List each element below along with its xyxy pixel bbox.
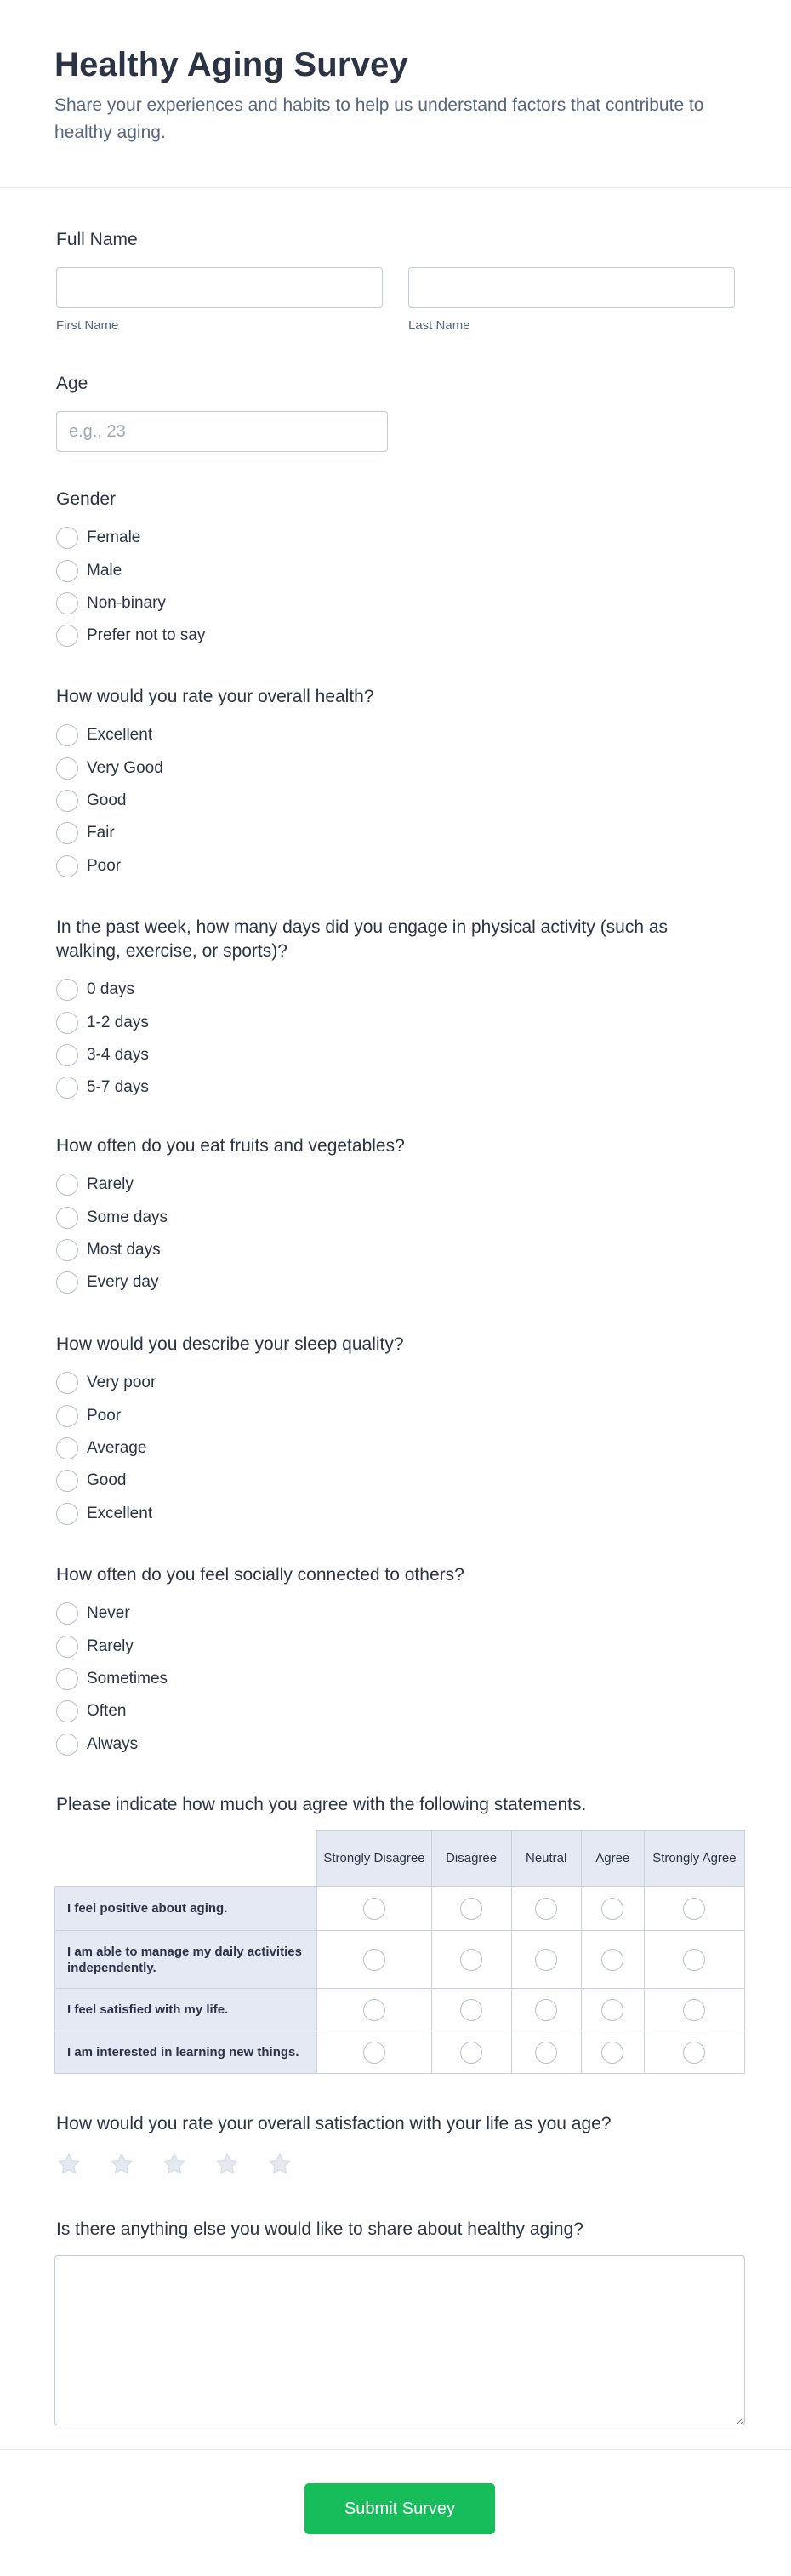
activity-option[interactable] bbox=[56, 1006, 689, 1038]
matrix-cell bbox=[431, 1931, 511, 1989]
matrix-column-header: Strongly Disagree bbox=[317, 1831, 431, 1887]
fruits-option[interactable] bbox=[56, 1201, 735, 1233]
gender-field bbox=[56, 488, 735, 653]
social-field bbox=[56, 1563, 735, 1761]
comments-label: Is there anything else you would like to share about healthy aging? bbox=[56, 2219, 583, 2239]
matrix-cell bbox=[511, 1989, 581, 2031]
radio-button[interactable] bbox=[56, 527, 78, 549]
last-name-sublabel: Last Name bbox=[408, 318, 470, 333]
social-option[interactable] bbox=[56, 1630, 735, 1662]
matrix-radio-button[interactable] bbox=[363, 1999, 385, 2021]
matrix-radio-button[interactable] bbox=[535, 1949, 557, 1971]
star-icon[interactable] bbox=[162, 2151, 187, 2177]
activity-option[interactable] bbox=[56, 974, 689, 1006]
comments-field bbox=[54, 2218, 735, 2430]
radio-option-label: Very Good bbox=[87, 758, 163, 777]
radio-option-label: Fair bbox=[87, 824, 115, 842]
sleep-options bbox=[56, 1367, 735, 1530]
matrix-column-header: Disagree bbox=[431, 1831, 511, 1887]
matrix-column-header: Strongly Agree bbox=[644, 1831, 744, 1887]
matrix-radio-button[interactable] bbox=[683, 2042, 705, 2064]
matrix-cell bbox=[511, 1887, 581, 1931]
matrix-cell bbox=[317, 1931, 431, 1989]
matrix-radio-button[interactable] bbox=[535, 2042, 557, 2064]
submit-button[interactable]: Submit Survey bbox=[304, 2483, 495, 2534]
radio-button[interactable] bbox=[56, 1044, 78, 1066]
sleep-option[interactable] bbox=[56, 1465, 735, 1497]
matrix-cell bbox=[581, 2031, 644, 2074]
sleep-field bbox=[56, 1333, 735, 1530]
radio-option-label: Excellent bbox=[87, 1504, 153, 1522]
sleep-option[interactable] bbox=[56, 1432, 735, 1465]
radio-button[interactable] bbox=[56, 1012, 78, 1034]
radio-option-label: Female bbox=[87, 528, 141, 547]
form-footer bbox=[0, 2449, 791, 2576]
radio-button[interactable] bbox=[56, 979, 78, 1001]
radio-option-label: Average bbox=[87, 1438, 147, 1457]
rating-label: How would you rate your overall satisfaction with your life as you age? bbox=[56, 2114, 612, 2133]
radio-option-label: Every day bbox=[87, 1273, 159, 1292]
matrix-row bbox=[55, 1989, 745, 2031]
matrix-cell bbox=[581, 1931, 644, 1989]
activity-option[interactable] bbox=[56, 1071, 689, 1104]
health-option[interactable] bbox=[56, 817, 735, 849]
health-option[interactable] bbox=[56, 751, 735, 784]
matrix-cell bbox=[644, 1887, 744, 1931]
health-options bbox=[56, 719, 735, 882]
sleep-label: How would you describe your sleep quality? bbox=[56, 1334, 404, 1354]
fruits-option[interactable] bbox=[56, 1168, 735, 1201]
radio-button[interactable] bbox=[56, 1239, 78, 1261]
radio-button[interactable] bbox=[56, 1174, 78, 1196]
radio-option-label: Excellent bbox=[87, 726, 153, 745]
fruits-option[interactable] bbox=[56, 1234, 735, 1266]
gender-options bbox=[56, 522, 735, 653]
gender-option[interactable] bbox=[56, 522, 735, 554]
social-option[interactable] bbox=[56, 1597, 735, 1630]
gender-option[interactable] bbox=[56, 587, 735, 620]
matrix-cell bbox=[317, 1887, 431, 1931]
radio-button[interactable] bbox=[56, 790, 78, 812]
matrix-cell bbox=[317, 2031, 431, 2074]
matrix-radio-button[interactable] bbox=[460, 1949, 482, 1971]
matrix-cell bbox=[644, 2031, 744, 2074]
matrix-cell bbox=[431, 1989, 511, 2031]
health-option[interactable] bbox=[56, 850, 735, 882]
activity-option[interactable] bbox=[56, 1039, 689, 1071]
first-name-input[interactable] bbox=[56, 267, 383, 308]
matrix-radio-button[interactable] bbox=[601, 2042, 623, 2064]
star-icon[interactable] bbox=[267, 2151, 293, 2177]
social-options bbox=[56, 1597, 735, 1761]
health-label: How would you rate your overall health? bbox=[56, 687, 374, 706]
matrix-radio-button[interactable] bbox=[683, 1999, 705, 2021]
radio-option-label: Poor bbox=[87, 856, 122, 875]
matrix-corner bbox=[55, 1831, 317, 1887]
radio-option-label: Rarely bbox=[87, 1175, 134, 1194]
radio-option-label: Often bbox=[87, 1702, 127, 1721]
matrix-radio-button[interactable] bbox=[601, 1949, 623, 1971]
radio-option-label: Male bbox=[87, 561, 122, 580]
social-option[interactable] bbox=[56, 1695, 735, 1728]
radio-option-label: Prefer not to say bbox=[87, 626, 206, 645]
radio-option-label: Most days bbox=[87, 1240, 161, 1259]
matrix-row-label: I am able to manage my daily activities independently. bbox=[55, 1931, 317, 1989]
matrix-row bbox=[55, 1887, 745, 1931]
sleep-option[interactable] bbox=[56, 1367, 735, 1399]
matrix-radio-button[interactable] bbox=[460, 1898, 482, 1920]
matrix-column-header: Agree bbox=[581, 1831, 644, 1887]
sleep-option[interactable] bbox=[56, 1399, 735, 1431]
health-option[interactable] bbox=[56, 785, 735, 817]
fruits-field bbox=[56, 1134, 735, 1299]
radio-button[interactable] bbox=[56, 1207, 78, 1229]
radio-option-label: 5-7 days bbox=[87, 1078, 149, 1097]
matrix-column-header: Neutral bbox=[511, 1831, 581, 1887]
age-input[interactable] bbox=[56, 411, 388, 452]
radio-button[interactable] bbox=[56, 625, 78, 647]
matrix-radio-button[interactable] bbox=[363, 2042, 385, 2064]
form-title: Healthy Aging Survey bbox=[54, 46, 408, 83]
radio-option-label: 3-4 days bbox=[87, 1045, 149, 1064]
radio-option-label: Non-binary bbox=[87, 593, 166, 612]
radio-option-label: Some days bbox=[87, 1208, 168, 1226]
radio-button[interactable] bbox=[56, 1077, 78, 1099]
health-field bbox=[56, 685, 735, 882]
radio-option-label: Good bbox=[87, 1471, 127, 1490]
radio-option-label: Always bbox=[87, 1734, 139, 1753]
fruits-option[interactable] bbox=[56, 1266, 735, 1299]
matrix-radio-button[interactable] bbox=[460, 1999, 482, 2021]
social-label: How often do you feel socially connected to others? bbox=[56, 1565, 464, 1585]
radio-option-label: Rarely bbox=[87, 1636, 134, 1655]
matrix-cell bbox=[644, 1931, 744, 1989]
matrix-cell bbox=[511, 1931, 581, 1989]
radio-option-label: Poor bbox=[87, 1406, 122, 1425]
matrix-radio-button[interactable] bbox=[363, 1949, 385, 1971]
matrix-cell bbox=[431, 2031, 511, 2074]
radio-button[interactable] bbox=[56, 1602, 78, 1625]
sleep-option[interactable] bbox=[56, 1498, 735, 1530]
radio-button[interactable] bbox=[56, 757, 78, 780]
matrix-row-label: I feel satisfied with my life. bbox=[55, 1989, 317, 2031]
radio-button[interactable] bbox=[56, 1372, 78, 1394]
activity-field bbox=[56, 916, 689, 1105]
radio-option-label: Very poor bbox=[87, 1374, 156, 1392]
radio-button[interactable] bbox=[56, 1405, 78, 1427]
radio-button[interactable] bbox=[56, 855, 78, 877]
matrix-cell bbox=[511, 2031, 581, 2074]
radio-option-label: Never bbox=[87, 1604, 130, 1623]
social-option[interactable] bbox=[56, 1728, 735, 1761]
matrix-radio-button[interactable] bbox=[601, 1999, 623, 2021]
matrix-cell bbox=[581, 1887, 644, 1931]
matrix-radio-button[interactable] bbox=[683, 1898, 705, 1920]
radio-option-label: 1-2 days bbox=[87, 1013, 149, 1031]
health-option[interactable] bbox=[56, 719, 735, 751]
activity-options bbox=[56, 974, 689, 1105]
matrix-cell bbox=[644, 1989, 744, 2031]
rating-field bbox=[56, 2112, 735, 2177]
fruits-options bbox=[56, 1168, 735, 1299]
radio-button[interactable] bbox=[56, 1700, 78, 1722]
full-name-label: Full Name bbox=[56, 230, 138, 249]
radio-button[interactable] bbox=[56, 1503, 78, 1525]
matrix-radio-button[interactable] bbox=[535, 1999, 557, 2021]
matrix-radio-button[interactable] bbox=[535, 1898, 557, 1920]
star-rating bbox=[56, 2151, 735, 2177]
form-header bbox=[0, 0, 791, 188]
activity-label: In the past week, how many days did you engage in physical activity (such as walking, exercise, or sports)? bbox=[56, 917, 669, 961]
radio-button[interactable] bbox=[56, 822, 78, 844]
matrix-radio-button[interactable] bbox=[601, 1898, 623, 1920]
fruits-label: How often do you eat fruits and vegetables? bbox=[56, 1136, 405, 1156]
radio-option-label: Sometimes bbox=[87, 1669, 168, 1688]
radio-button[interactable] bbox=[56, 1668, 78, 1690]
radio-button[interactable] bbox=[56, 1470, 78, 1492]
gender-option[interactable] bbox=[56, 554, 735, 586]
comments-textarea[interactable] bbox=[54, 2255, 745, 2425]
radio-button[interactable] bbox=[56, 1734, 78, 1756]
matrix-row-label: I feel positive about aging. bbox=[55, 1887, 317, 1931]
radio-button[interactable] bbox=[56, 1271, 78, 1294]
radio-option-label: 0 days bbox=[87, 980, 134, 999]
last-name-input[interactable] bbox=[408, 267, 735, 308]
star-icon[interactable] bbox=[56, 2151, 82, 2177]
gender-option[interactable] bbox=[56, 620, 735, 652]
matrix-radio-button[interactable] bbox=[683, 1949, 705, 1971]
age-field bbox=[56, 372, 735, 452]
matrix-cell bbox=[581, 1989, 644, 2031]
age-label: Age bbox=[56, 374, 88, 393]
matrix-row bbox=[55, 2031, 745, 2074]
matrix-radio-button[interactable] bbox=[460, 2042, 482, 2064]
first-name-sublabel: First Name bbox=[56, 318, 119, 333]
matrix-label: Please indicate how much you agree with the following statements. bbox=[56, 1795, 587, 1814]
matrix-cell bbox=[317, 1989, 431, 2031]
full-name-field bbox=[56, 228, 735, 334]
radio-button[interactable] bbox=[56, 1636, 78, 1658]
matrix-row bbox=[55, 1931, 745, 1989]
radio-button[interactable] bbox=[56, 1437, 78, 1459]
agreement-matrix bbox=[54, 1830, 745, 2074]
social-option[interactable] bbox=[56, 1663, 735, 1695]
matrix-radio-button[interactable] bbox=[363, 1898, 385, 1920]
gender-label: Gender bbox=[56, 489, 117, 509]
matrix-field bbox=[56, 1793, 735, 1817]
radio-option-label: Good bbox=[87, 791, 127, 809]
star-icon[interactable] bbox=[109, 2151, 134, 2177]
star-icon[interactable] bbox=[214, 2151, 240, 2177]
radio-button[interactable] bbox=[56, 724, 78, 746]
radio-button[interactable] bbox=[56, 592, 78, 614]
form-subtitle: Share your experiences and habits to help us understand factors that contribute to healthy aging. bbox=[54, 95, 704, 142]
radio-button[interactable] bbox=[56, 560, 78, 582]
matrix-row-label: I am interested in learning new things. bbox=[55, 2031, 317, 2074]
matrix-cell bbox=[431, 1887, 511, 1931]
